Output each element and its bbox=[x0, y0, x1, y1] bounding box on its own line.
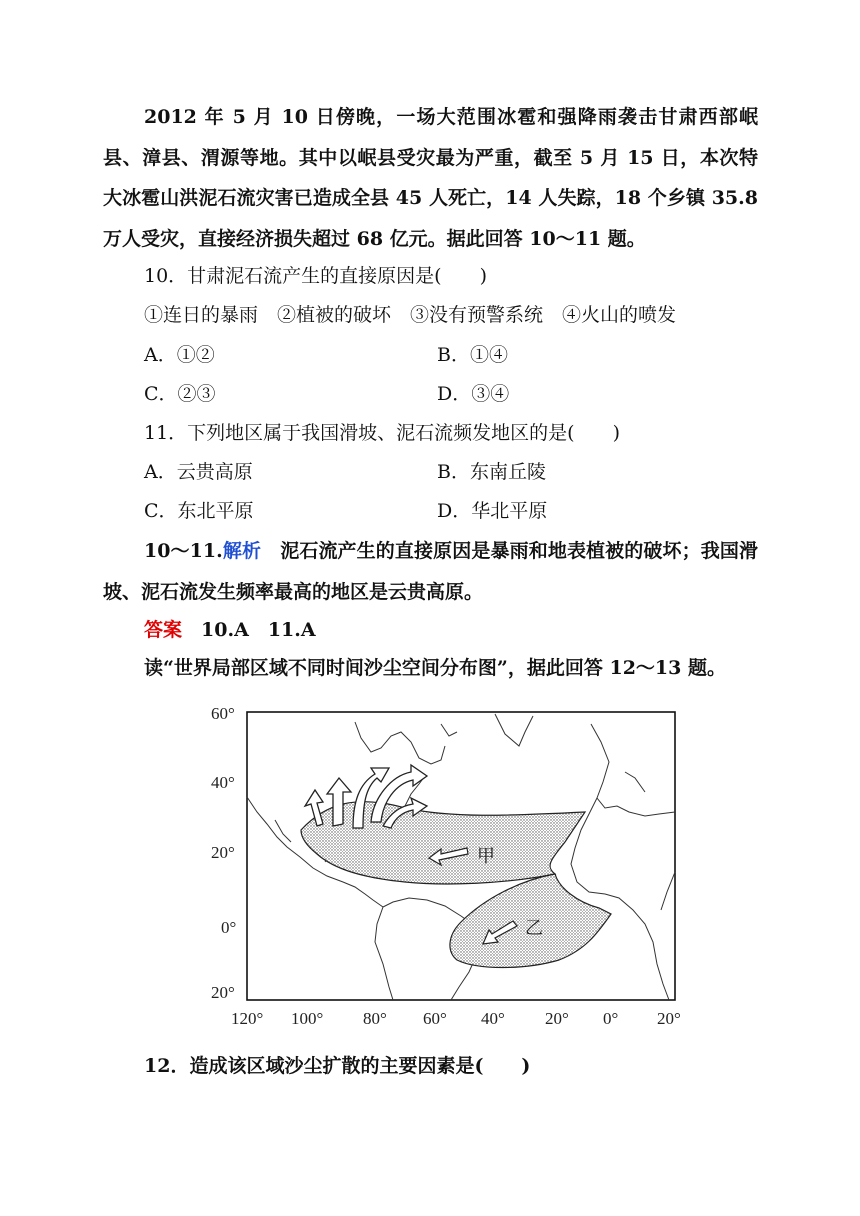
analysis-label: 解析 bbox=[222, 540, 262, 562]
intro-paragraph: 2012 年 5 月 10 日傍晚，一场大范围冰雹和强降雨袭击甘肃西部岷县、漳县、渭源等地。其中以岷县受灾最为严重，截至 5 月 15 日，本次特大冰雹山洪泥石流灾害已造成全县 45 人死亡，14 人失踪，18 个乡镇 35.8 万人受灾，直接经济损失超过 68 亿元。据此回答 10～11 题。 bbox=[103, 106, 758, 250]
q10-option-a: A．①② bbox=[144, 344, 215, 366]
lon-label-20e: 20° bbox=[657, 1009, 681, 1028]
analysis-prefix: 10～11. bbox=[144, 540, 223, 562]
lon-label-0: 0° bbox=[603, 1009, 619, 1028]
lon-label-100w: 100° bbox=[291, 1009, 324, 1028]
lon-label-40w: 40° bbox=[481, 1009, 505, 1028]
lon-label-80w: 80° bbox=[363, 1009, 387, 1028]
map-intro: 读“世界局部区域不同时间沙尘空间分布图”，据此回答 12～13 题。 bbox=[144, 657, 726, 679]
q11-option-c: C．东北平原 bbox=[144, 500, 254, 522]
q10-option-d: D．③④ bbox=[437, 383, 510, 405]
q10-option-c: C．②③ bbox=[144, 383, 216, 405]
region-label-yi: 乙 bbox=[525, 918, 543, 939]
lat-label-60n: 60° bbox=[211, 704, 235, 723]
q12-stem: 12．造成该区域沙尘扩散的主要因素是( ) bbox=[144, 1055, 531, 1077]
answer-label: 答案 bbox=[144, 619, 183, 641]
lat-label-20s: 20° bbox=[211, 983, 235, 1002]
q10-stem: 10．甘肃泥石流产生的直接原因是( ) bbox=[144, 265, 488, 287]
q11-option-b: B．东南丘陵 bbox=[437, 461, 546, 483]
analysis-paragraph bbox=[103, 531, 758, 612]
q11-option-d: D．华北平原 bbox=[437, 500, 548, 522]
lat-label-40n: 40° bbox=[211, 773, 235, 792]
analysis-text: 泥石流产生的直接原因是暴雨和地表植被的破坏；我国滑坡、泥石流发生频率最高的地区是云贵高原。 bbox=[103, 540, 758, 603]
region-label-jia: 甲 bbox=[477, 846, 495, 867]
q11-option-a: A．云贵高原 bbox=[144, 461, 253, 483]
dust-distribution-map bbox=[205, 702, 695, 1032]
lat-label-20n: 20° bbox=[211, 843, 235, 862]
answer-line bbox=[144, 618, 316, 642]
q10-option-b: B．①④ bbox=[437, 344, 508, 366]
q11-stem: 11．下列地区属于我国滑坡、泥石流频发地区的是( ) bbox=[144, 422, 621, 444]
q10-items: ①连日的暴雨 ②植被的破坏 ③没有预警系统 ④火山的喷发 bbox=[144, 304, 677, 326]
lon-label-120w: 120° bbox=[231, 1009, 264, 1028]
lon-label-20w: 20° bbox=[545, 1009, 569, 1028]
answer-text: 10.A 11.A bbox=[182, 619, 316, 641]
lat-label-0: 0° bbox=[221, 918, 237, 937]
lon-label-60w: 60° bbox=[423, 1009, 447, 1028]
